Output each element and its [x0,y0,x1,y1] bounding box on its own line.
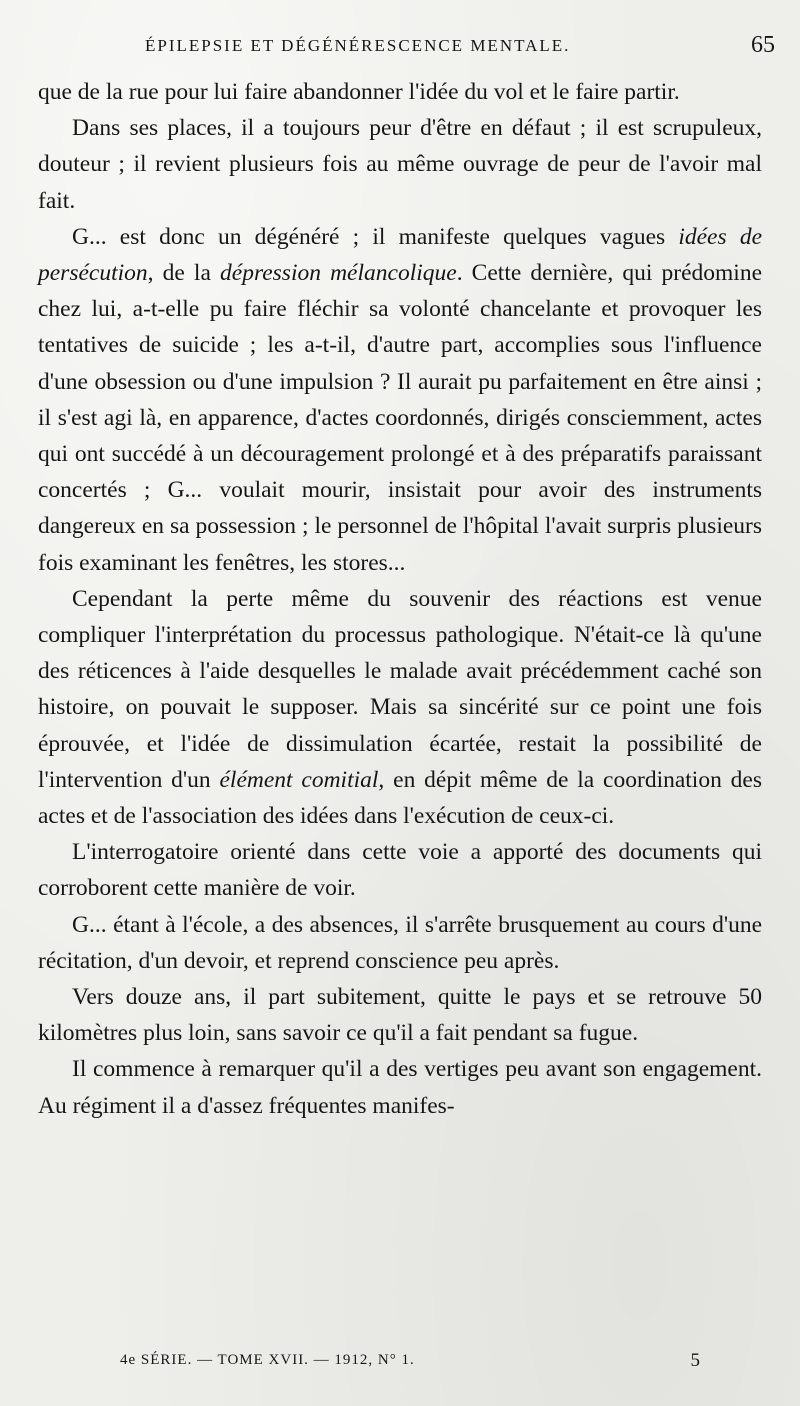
paragraph [38,834,762,906]
text-run: , en dépit même de la coordination des actes et de l'association des idées dans l'exécution de ceux-ci. [38,766,762,830]
text-run: que de la rue pour lui faire abandonner l'idée du vol et le faire partir. [38,79,680,105]
running-header [145,32,775,60]
body-text [38,74,762,1124]
text-run: Vers douze ans, il part subitement, quitte le pays et se retrouve 50 kilomètres plus loin, sans savoir ce qu'il a fait pendant sa fugue. [38,984,762,1047]
text-run: L'interrogatoire orienté dans cette voie a apporté des documents qui corroborent cette manière de voir. [38,839,762,902]
italic-text: élément comitial [219,766,379,793]
text-run: G... étant à l'école, a des absences, il s'arrête brusquement au cours d'une récitation, d'un devoir, et reprend conscience peu après. [38,911,762,974]
paragraph [38,979,762,1051]
paragraph [38,581,762,834]
italic-text: idées de persécution [38,223,763,287]
text-run: G... est donc un dégénéré ; il manifeste quelques vagues [72,223,679,250]
paragraph [38,907,762,979]
paragraph [38,1051,762,1123]
paragraph [38,219,762,581]
series-info: 4e SÉRIE. — TOME XVII. — 1912, N° 1. [120,1352,415,1368]
signature-mark: 5 [690,1350,700,1371]
running-title: ÉPILEPSIE ET DÉGÉNÉRESCENCE MENTALE. [145,36,571,55]
page-footer [120,1350,700,1376]
text-run: Il commence à remarquer qu'il a des vertiges peu avant son engagement. Au régiment il a d'assez fréquentes manifes- [38,1056,762,1119]
paragraph [38,110,762,219]
page-number: 65 [751,32,775,58]
text-run: , de la [147,260,221,287]
italic-text: dépression mélancolique [220,260,457,287]
paragraph [38,74,762,110]
text-run: . Cette dernière, qui prédomine chez lui, a-t-elle pu faire fléchir sa volonté chancelante et provoquer les tentatives de suicide ; les a-t-il, d'autre part, accomplies sous l'influence d'une obsession ou d'une impulsion ? Il aurait pu parfaitement en être ainsi ; il s'est agi là, en apparence, d'actes coordonnés, dirigés consciemment, actes qui ont succédé à un découragement prolongé et à des préparatifs paraissant concertés ; G... voulait mourir, insistait pour avoir des instruments dangereux en sa possession ; le personnel de l'hôpital l'avait surpris plusieurs fois examinant les fenêtres, les stores... [38,260,762,576]
text-run: Dans ses places, il a toujours peur d'être en défaut ; il est scrupuleux, douteur ; il revient plusieurs fois au même ouvrage de peur de l'avoir mal fait. [38,115,762,214]
text-run: Cependant la perte même du souvenir des réactions est venue compliquer l'interprétation du processus pathologique. N'était-ce là qu'une des réticences à l'aide desquelles le malade avait précédemment caché son histoire, on pouvait le supposer. Mais sa sincérité sur ce point une fois éprouvée, et l'idée de dissimulation écartée, restait la possibilité de l'intervention d'un [38,585,762,793]
